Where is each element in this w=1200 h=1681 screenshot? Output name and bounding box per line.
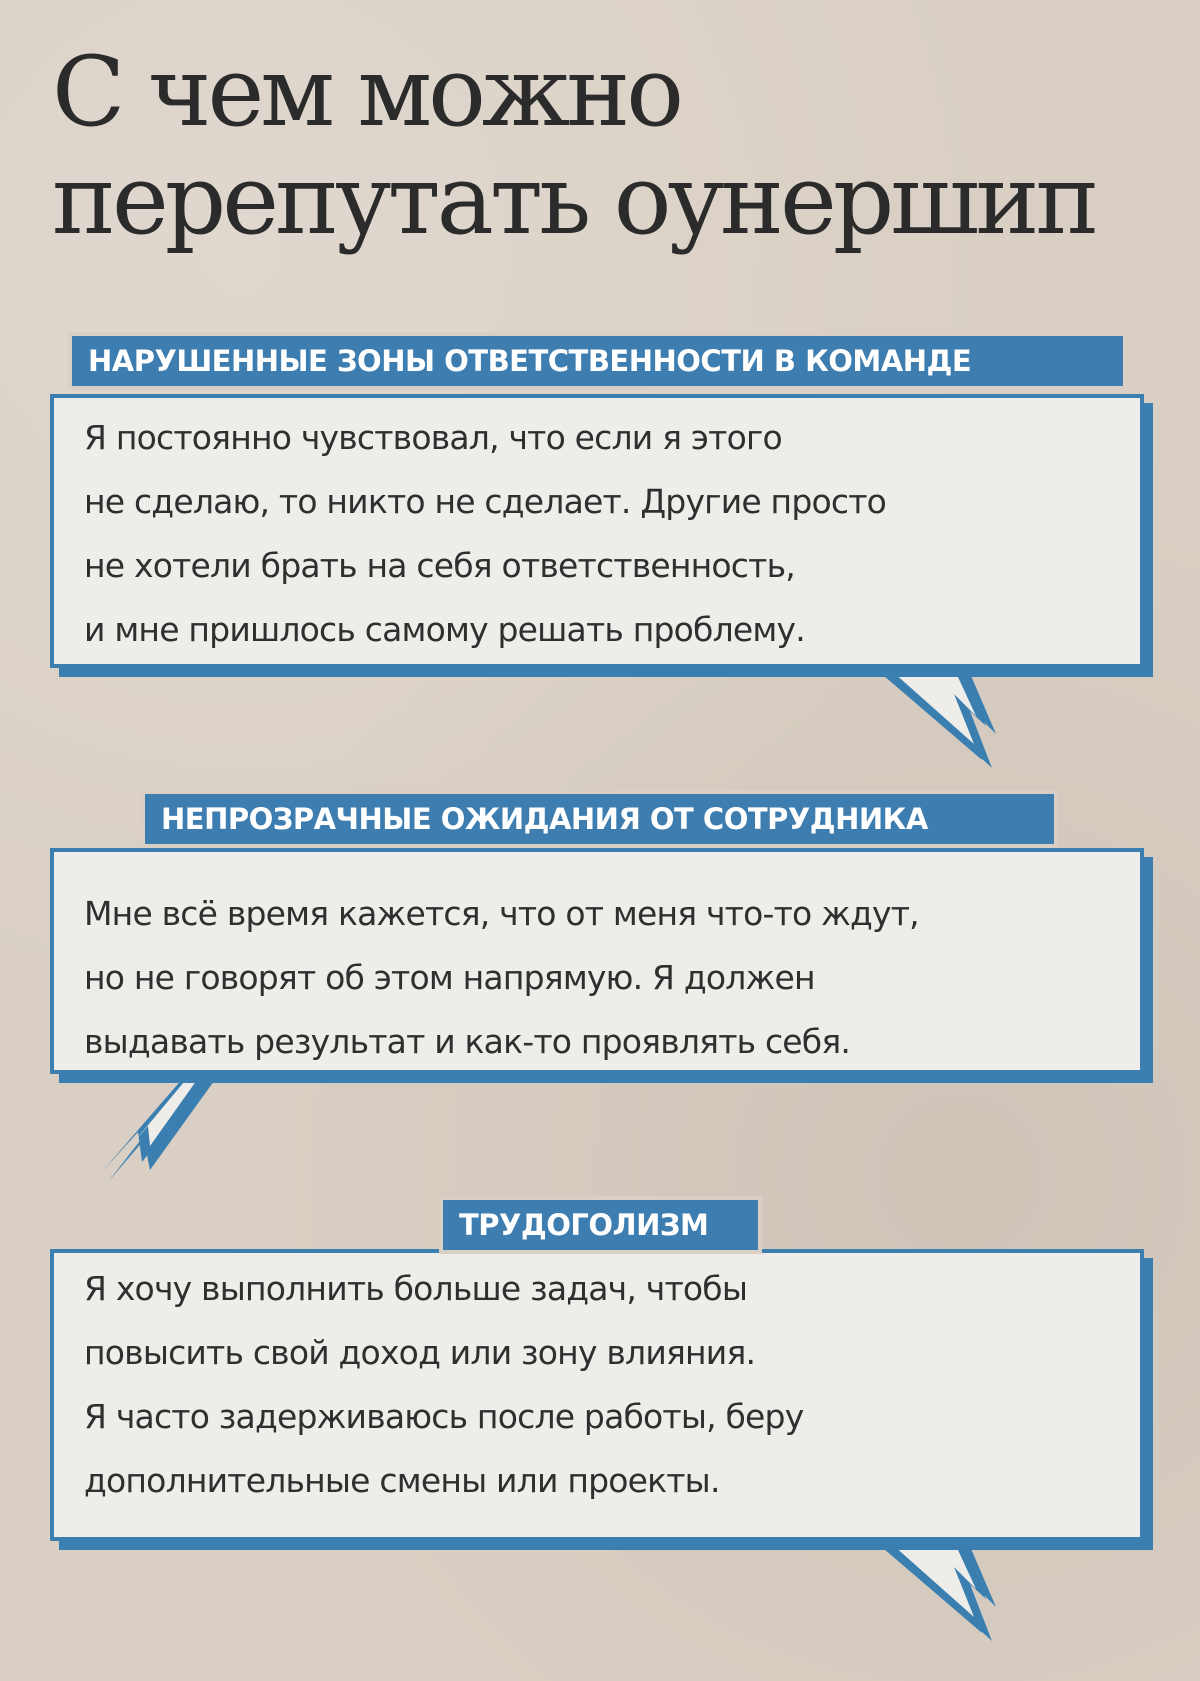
quote-text-2: Мне всё время кажется, что от меня что-то ждут, но не говорят об этом напрямую. Я должен выдавать результат и как-то проявлять себя. <box>84 894 919 1061</box>
section-tag-1: НАРУШЕННЫЕ ЗОНЫ ОТВЕТСТВЕННОСТИ В КОМАНДЕ <box>72 336 1123 386</box>
quote-card-1 <box>50 394 1144 668</box>
speech-bubble-tail-3 <box>870 1537 1050 1647</box>
section-tag-3: ТРУДОГОЛИЗМ <box>443 1200 758 1250</box>
quote-card-3 <box>50 1249 1144 1541</box>
quote-card-2 <box>50 848 1144 1074</box>
page-title: С чем можно перепутать оунершип <box>52 36 1096 256</box>
speech-bubble-tail-2 <box>100 1070 280 1180</box>
section-tag-2: НЕПРОЗРАЧНЫЕ ОЖИДАНИЯ ОТ СОТРУДНИКА <box>145 794 1054 844</box>
speech-bubble-tail-1 <box>870 664 1050 774</box>
quote-text-1: Я постоянно чувствовал, что если я этого не сделаю, то никто не сделает. Другие просто не хотели брать на себя ответственность, и мне пришлось самому решать проблему. <box>84 418 887 649</box>
quote-text-3: Я хочу выполнить больше задач, чтобы повысить свой доход или зону влияния. Я часто задерживаюсь после работы, беру дополнительные смены или проекты. <box>84 1269 804 1500</box>
